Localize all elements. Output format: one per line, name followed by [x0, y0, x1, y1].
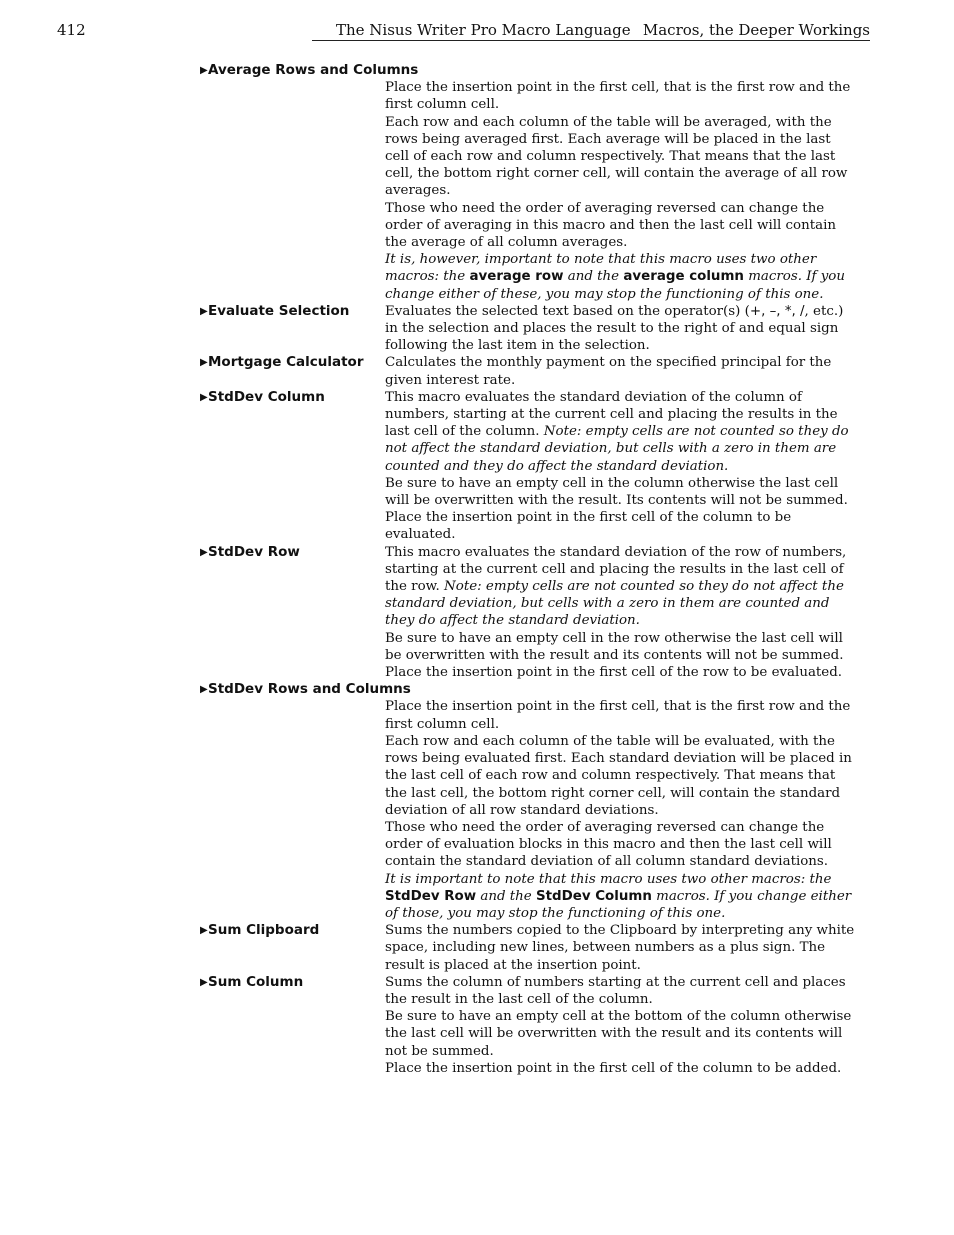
disclosure-triangle-icon: ▶ — [200, 684, 208, 696]
document-title: The Nisus Writer Pro Macro Language — [336, 21, 631, 39]
disclosure-triangle-icon: ▶ — [200, 546, 208, 558]
macro-entry-stddev-rows-and-columns — [0, 681, 954, 922]
paragraph: Place the insertion point in the first cell of the column to be added. — [385, 1060, 842, 1076]
macro-entry-evaluate-selection — [0, 303, 954, 355]
note-text: Note: empty cells are not counted so they do not affect the standard deviation, but cells with a zero in them are counted and they do affect the standard deviation. — [385, 579, 844, 629]
macro-entry-sum-clipboard — [0, 922, 954, 974]
paragraph: Sums the column of numbers starting at the current cell and places the result in the last cell of the column. — [385, 974, 846, 1007]
paragraph: This macro evaluates the standard deviation of the row of numbers, starting at the current cell and placing the results in the last cell of the row. Note: empty cells are not counted so they do not affect the standard deviation, but cells with a zero in them are counted and they do affect the standard deviation. — [385, 544, 847, 629]
macro-title: ▶StdDev Rows and Columns — [200, 681, 411, 698]
disclosure-triangle-icon: ▶ — [200, 357, 208, 369]
disclosure-triangle-icon: ▶ — [200, 976, 208, 988]
macro-reference: StdDev Column — [536, 888, 652, 904]
macro-entry-sum-column — [0, 974, 954, 1077]
macro-title: ▶Sum Column — [200, 973, 304, 990]
paragraph: Place the insertion point in the first cell of the row to be evaluated. — [385, 665, 843, 681]
macro-title: ▶Evaluate Selection — [200, 302, 350, 319]
paragraph: Calculates the monthly payment on the specified principal for the given interest rate. — [385, 355, 832, 388]
disclosure-triangle-icon: ▶ — [200, 391, 208, 403]
macro-description — [385, 303, 857, 355]
note-paragraph: It is, however, important to note that this macro uses two other macros: the average row and the average column macros. If you change either of these, you may stop the functioning of this one. — [385, 252, 845, 302]
paragraph: Place the insertion point in the first cell, that is the first row and the first column cell. — [385, 699, 851, 732]
macro-description — [385, 544, 857, 682]
paragraph: Place the insertion point in the first cell, that is the first row and the first column cell. — [385, 80, 851, 113]
macro-title: ▶Sum Clipboard — [200, 922, 320, 939]
paragraph: Evaluates the selected text based on the operator(s) (+, –, *, /, etc.) in the selection and places the result to the right of and equal sign following the last item in the selection. — [385, 303, 844, 354]
paragraph: Be sure to have an empty cell at the bottom of the column otherwise the last cell will be overwritten with the result and its contents will not be summed. — [385, 1009, 852, 1059]
paragraph: Place the insertion point in the first cell of the column to be evaluated. — [385, 510, 792, 543]
macro-entry-stddev-row — [0, 544, 954, 682]
header-rule — [312, 40, 870, 41]
macro-entry-stddev-column — [0, 389, 954, 544]
macro-list — [0, 62, 954, 1077]
macro-reference: average row — [469, 269, 564, 285]
macro-title: ▶Average Rows and Columns — [200, 62, 419, 78]
paragraph: Those who need the order of averaging reversed can change the order of averaging in this macro and then the last cell will contain the average of all column averages. — [385, 200, 837, 251]
paragraph: Sums the numbers copied to the Clipboard by interpreting any white space, including new lines, between numbers as a plus sign. The result is placed at the insertion point. — [385, 923, 855, 973]
macro-description — [385, 389, 857, 544]
paragraph: Those who need the order of averaging reversed can change the order of evaluation blocks in this macro and then the last cell will contain the standard deviation of all column standard deviations. — [385, 819, 832, 870]
macro-reference: average column — [623, 269, 744, 285]
disclosure-triangle-icon: ▶ — [200, 925, 208, 937]
paragraph: Be sure to have an empty cell in the row otherwise the last cell will be overwritten with the result and its contents will not be summed. — [385, 630, 844, 663]
paragraph: This macro evaluates the standard deviation of the column of numbers, starting at the current cell and placing the results in the last cell of the column. Note: empty cells are not counted so they do not affect the standard deviation, but cells with a zero in them are counted and they do affect the standard deviation. — [385, 389, 849, 474]
macro-entry-average-rows-and-columns — [0, 62, 954, 303]
paragraph: Each row and each column of the table will be averaged, with the rows being averaged first. Each average will be placed in the last cell of each row and column respectively. That means that the last cell, the bottom right corner cell, will contain the average of all row averages. — [385, 114, 848, 199]
macro-title: ▶Mortgage Calculator — [200, 354, 364, 371]
macro-title: ▶StdDev Column — [200, 388, 325, 405]
macro-description — [385, 62, 857, 303]
page-header — [0, 18, 954, 44]
macro-description — [385, 354, 857, 388]
macro-description — [385, 681, 857, 922]
paragraph: Be sure to have an empty cell in the column otherwise the last cell will be overwritten with the result. Its contents will not be summed. — [385, 475, 848, 509]
note-paragraph: It is important to note that this macro uses two other macros: the StdDev Row and the StdDev Column macros. If you change either of those, you may stop the functioning of this one. — [385, 871, 852, 921]
macro-title: ▶StdDev Row — [200, 543, 300, 560]
page-number: 412 — [57, 21, 86, 39]
section-title: Macros, the Deeper Workings — [642, 21, 870, 39]
operator-list: +, –, *, / — [749, 303, 805, 319]
disclosure-triangle-icon: ▶ — [200, 305, 208, 317]
macro-reference: StdDev Row — [385, 888, 477, 904]
macro-entry-mortgage-calculator — [0, 354, 954, 388]
macro-description — [385, 922, 857, 974]
paragraph: Each row and each column of the table will be evaluated, with the rows being evaluated first. Each standard deviation will be placed in the last cell of each row and column respectively. That means that the last cell, the bottom right corner cell, will contain the standard deviation of all row standard deviations. — [385, 733, 852, 818]
macro-description — [385, 974, 857, 1077]
note-text: Note: empty cells are not counted so they do not affect the standard deviation, but cells with a zero in them are counted and they do affect the standard deviation. — [385, 424, 849, 474]
disclosure-triangle-icon: ▶ — [200, 65, 208, 76]
